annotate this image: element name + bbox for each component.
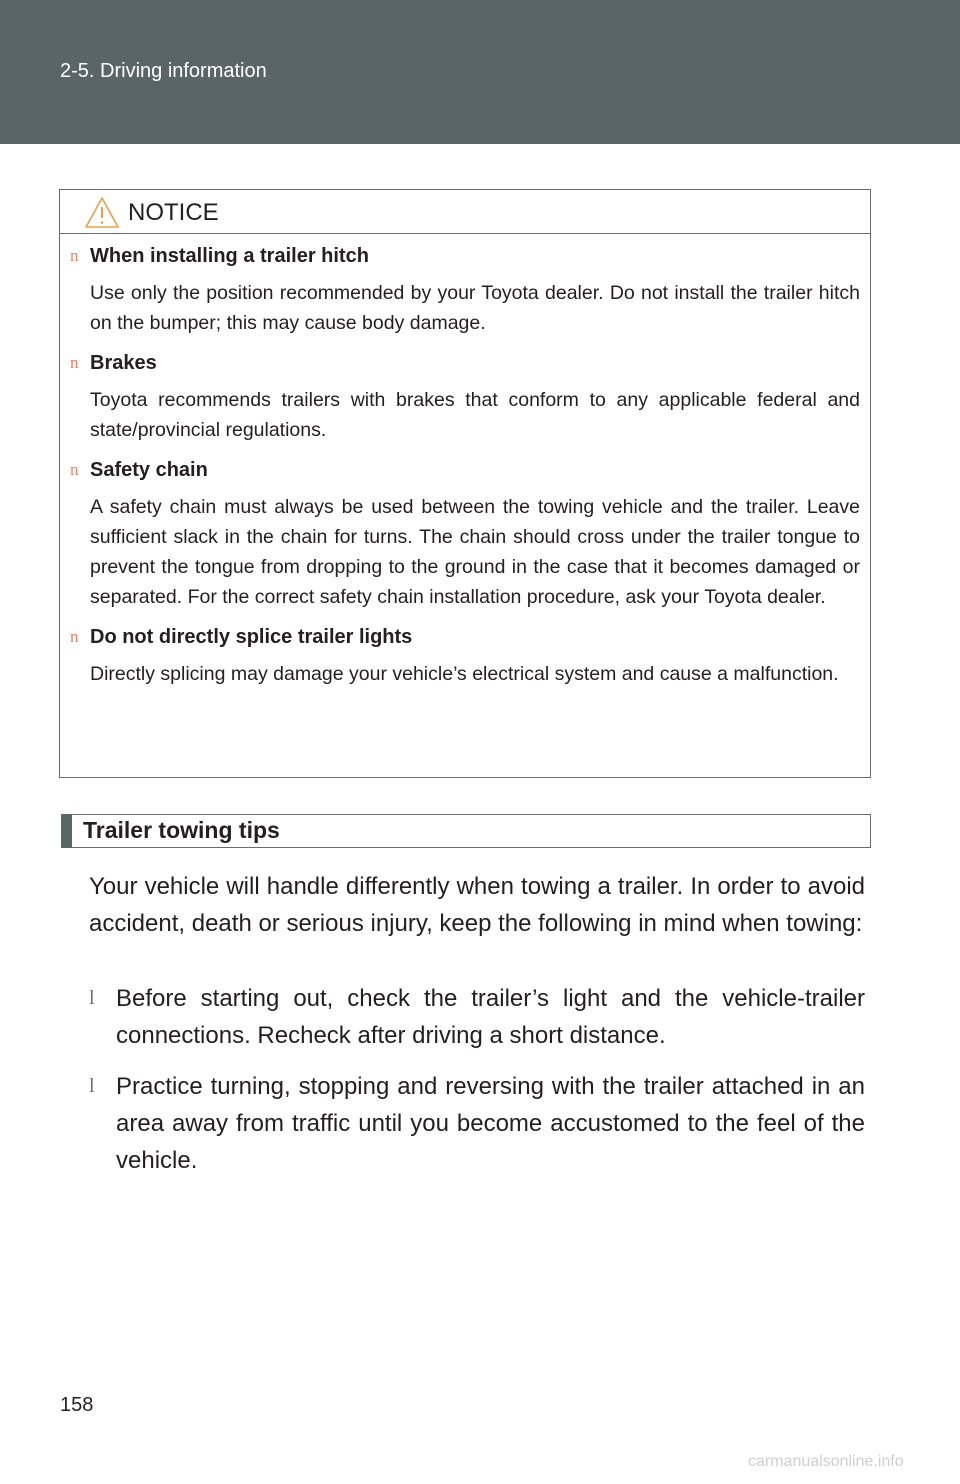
- notice-item-heading: Brakes: [90, 352, 157, 374]
- header-band: [0, 0, 960, 144]
- section-breadcrumb: 2-5. Driving information: [60, 60, 267, 82]
- round-bullet-icon: l: [89, 987, 95, 1009]
- notice-item-heading: Safety chain: [90, 459, 208, 481]
- tip-text: Before starting out, check the trailer’s light and the vehicle-trailer connections. Recheck after driving a short distance.: [116, 985, 865, 1049]
- section-heading: [61, 814, 871, 848]
- notice-item-text: Toyota recommends trailers with brakes that conform to any applicable federal and state/provincial regulations.: [90, 389, 860, 441]
- section-title: Trailer towing tips: [83, 817, 280, 843]
- page-number: 158: [60, 1394, 94, 1416]
- watermark: carmanualsonline.info: [748, 1453, 904, 1470]
- section-intro: Your vehicle will handle differently when towing a trailer. In order to avoid accident, death or serious injury, keep the following in mind when towing:: [89, 873, 865, 937]
- notice-item: [60, 622, 870, 689]
- notice-item-heading: Do not directly splice trailer lights: [90, 626, 413, 648]
- square-bullet-icon: n: [70, 460, 79, 479]
- warning-triangle-icon: [84, 196, 120, 230]
- notice-box: [59, 189, 871, 778]
- notice-title: NOTICE: [128, 199, 219, 226]
- tips-list: [89, 980, 865, 1193]
- list-item: [89, 980, 865, 1054]
- notice-item: [60, 241, 870, 338]
- notice-header: [60, 190, 870, 234]
- notice-item-text: Directly splicing may damage your vehicle’s electrical system and cause a malfunction.: [90, 663, 839, 685]
- square-bullet-icon: n: [70, 627, 79, 646]
- list-item: [89, 1068, 865, 1179]
- section-heading-bar: [61, 814, 72, 848]
- notice-item-text: A safety chain must always be used between the towing vehicle and the trailer. Leave sufficient slack in the chain for turns. The chain should cross under the trailer tongue to prevent the tongue from dropping to the ground in the case that it becomes damaged or separated. For the correct safety chain installation procedure, ask your Toyota dealer.: [90, 496, 860, 608]
- notice-item: [60, 348, 870, 445]
- tip-text: Practice turning, stopping and reversing with the trailer attached in an area away from traffic until you become accustomed to the feel of the vehicle.: [116, 1073, 865, 1174]
- square-bullet-icon: n: [70, 246, 79, 265]
- notice-item-text: Use only the position recommended by your Toyota dealer. Do not install the trailer hitch on the bumper; this may cause body damage.: [90, 282, 860, 334]
- notice-item: [60, 455, 870, 612]
- square-bullet-icon: n: [70, 353, 79, 372]
- round-bullet-icon: l: [89, 1075, 95, 1097]
- notice-body: [60, 234, 870, 689]
- notice-item-heading: When installing a trailer hitch: [90, 245, 369, 267]
